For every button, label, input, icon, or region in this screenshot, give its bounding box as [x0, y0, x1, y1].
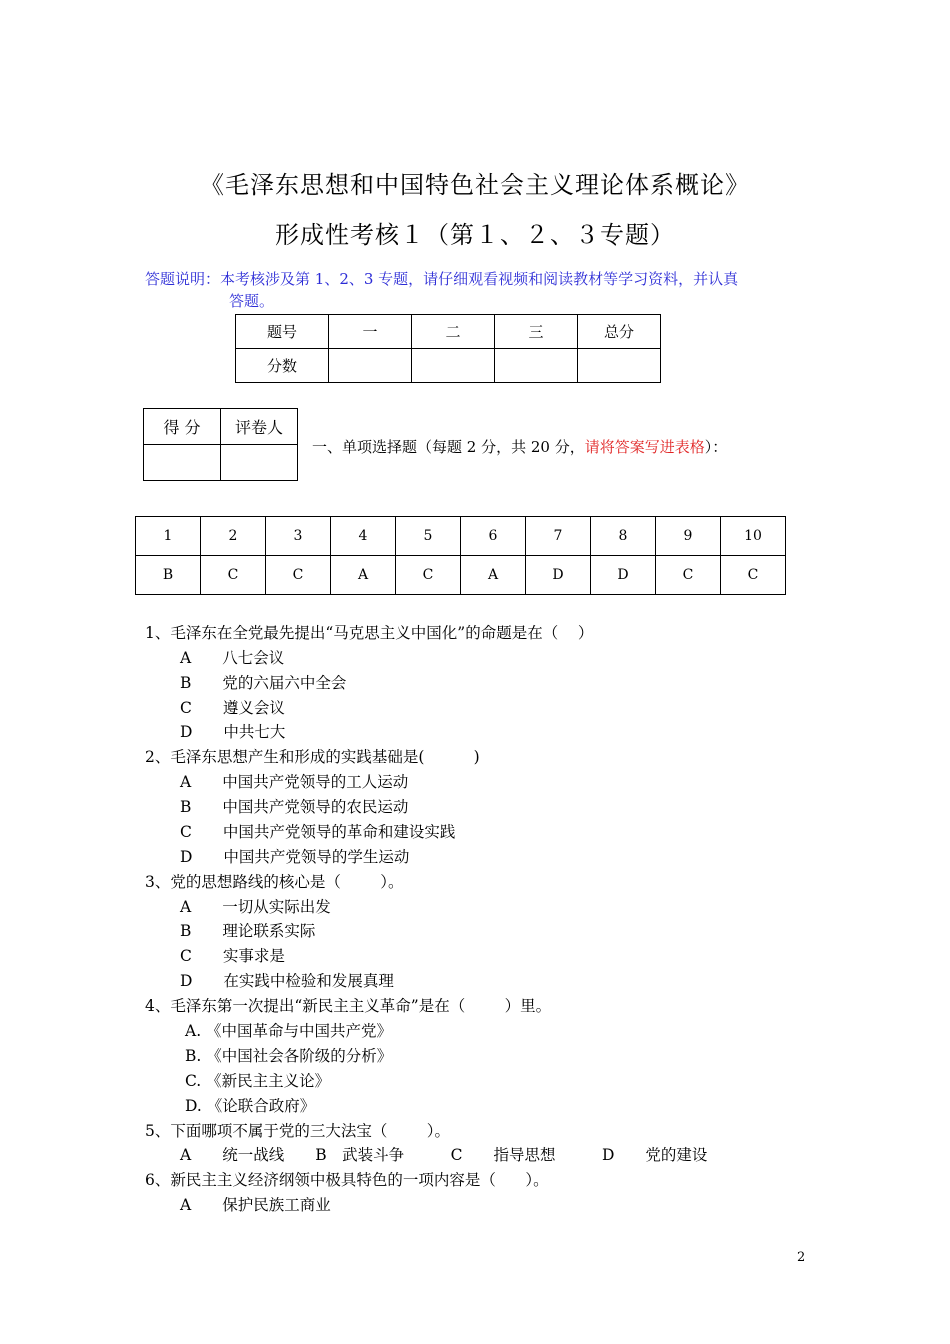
answer-cell[interactable]: C [721, 556, 786, 595]
answer-number-cell: 3 [266, 517, 331, 556]
answer-cell[interactable]: D [591, 556, 656, 595]
answer-cell[interactable]: A [461, 556, 526, 595]
question-2-option: C 中国共产党领导的革命和建设实践 [180, 823, 456, 841]
score-header-cell: 一 [329, 315, 412, 349]
question-4-option: C. 《新民主主义论》 [185, 1072, 331, 1090]
question-6-option: A 保护民族工商业 [180, 1196, 331, 1214]
question-5-options: A 统一战线 B 武装斗争 C 指导思想 D 党的建设 [180, 1146, 708, 1164]
answer-cell[interactable]: A [331, 556, 396, 595]
section-1-red-note: 请将答案写进表格 [584, 438, 705, 456]
question-1-option: A 八七会议 [180, 649, 285, 667]
question-1-option: D 中共七大 [180, 723, 286, 741]
score-header-cell: 题号 [236, 315, 329, 349]
grader-reviewer-cell[interactable] [221, 445, 298, 481]
answer-number-cell: 1 [136, 517, 201, 556]
question-3-option: B 理论联系实际 [180, 922, 316, 940]
instructions-line-2: 答题。 [229, 292, 275, 310]
question-2-stem: 2、毛泽东思想产生和形成的实践基础是( ) [145, 748, 480, 766]
section-1-label: 一、单项选择题（每题 2 分，共 20 分， [312, 438, 585, 456]
score-row-label: 分数 [236, 349, 329, 383]
instructions [145, 268, 815, 312]
answer-number-cell: 9 [656, 517, 721, 556]
question-3-stem: 3、党的思想路线的核心是（ ）。 [145, 873, 404, 891]
document-subtitle: 形成性考核１（第１、２、３专题） [275, 221, 675, 249]
question-4-option: B. 《中国社会各阶级的分析》 [185, 1047, 393, 1065]
score-header-cell: 二 [412, 315, 495, 349]
instructions-line-1: 答题说明：本考核涉及第 1、2、3 专题，请仔细观看视频和阅读教材等学习资料，并认真 [145, 270, 739, 288]
answer-number-cell: 6 [461, 517, 526, 556]
question-1-stem: 1、毛泽东在全党最先提出“马克思主义中国化”的命题是在（ ） [145, 624, 594, 642]
answer-number-cell: 10 [721, 517, 786, 556]
score-cell[interactable] [578, 349, 661, 383]
answer-cell[interactable]: D [526, 556, 591, 595]
answer-table [135, 516, 786, 595]
grader-table [143, 408, 298, 481]
answer-cell[interactable]: C [266, 556, 331, 595]
score-header-cell: 总分 [578, 315, 661, 349]
score-table [235, 314, 661, 383]
answer-number-cell: 7 [526, 517, 591, 556]
question-1-option: B 党的六届六中全会 [180, 674, 347, 692]
score-cell[interactable] [329, 349, 412, 383]
answer-number-cell: 2 [201, 517, 266, 556]
grader-header-reviewer: 评卷人 [221, 409, 298, 445]
answer-number-cell: 8 [591, 517, 656, 556]
answer-cell[interactable]: C [201, 556, 266, 595]
question-3-option: A 一切从实际出发 [180, 898, 331, 916]
answer-cell[interactable]: B [136, 556, 201, 595]
question-2-option: D 中国共产党领导的学生运动 [180, 848, 410, 866]
answer-cell[interactable]: C [656, 556, 721, 595]
question-3-option: C 实事求是 [180, 947, 285, 965]
answer-number-cell: 5 [396, 517, 461, 556]
question-6-stem: 6、新民主主义经济纲领中极具特色的一项内容是（ ）。 [145, 1171, 549, 1189]
question-5-stem: 5、下面哪项不属于党的三大法宝（ ）。 [145, 1122, 451, 1140]
question-2-option: A 中国共产党领导的工人运动 [180, 773, 409, 791]
question-4-option: D. 《论联合政府》 [185, 1097, 316, 1115]
question-4-option: A. 《中国革命与中国共产党》 [185, 1022, 393, 1040]
question-2-option: B 中国共产党领导的农民运动 [180, 798, 409, 816]
question-4-stem: 4、毛泽东第一次提出“新民主主义革命”是在（ ）里。 [145, 997, 552, 1015]
score-cell[interactable] [412, 349, 495, 383]
score-cell[interactable] [495, 349, 578, 383]
answer-letter-row [136, 556, 786, 595]
answer-cell[interactable]: C [396, 556, 461, 595]
grader-header-score: 得 分 [144, 409, 221, 445]
document-title: 《毛泽东思想和中国特色社会主义理论体系概论》 [200, 171, 750, 199]
answer-number-row [136, 517, 786, 556]
question-3-option: D 在实践中检验和发展真理 [180, 972, 394, 990]
page-number: 2 [797, 1250, 806, 1265]
section-1-heading [312, 436, 727, 457]
question-1-option: C 遵义会议 [180, 699, 285, 717]
score-header-cell: 三 [495, 315, 578, 349]
grader-score-cell[interactable] [144, 445, 221, 481]
section-1-tail: ）： [704, 438, 728, 456]
answer-number-cell: 4 [331, 517, 396, 556]
